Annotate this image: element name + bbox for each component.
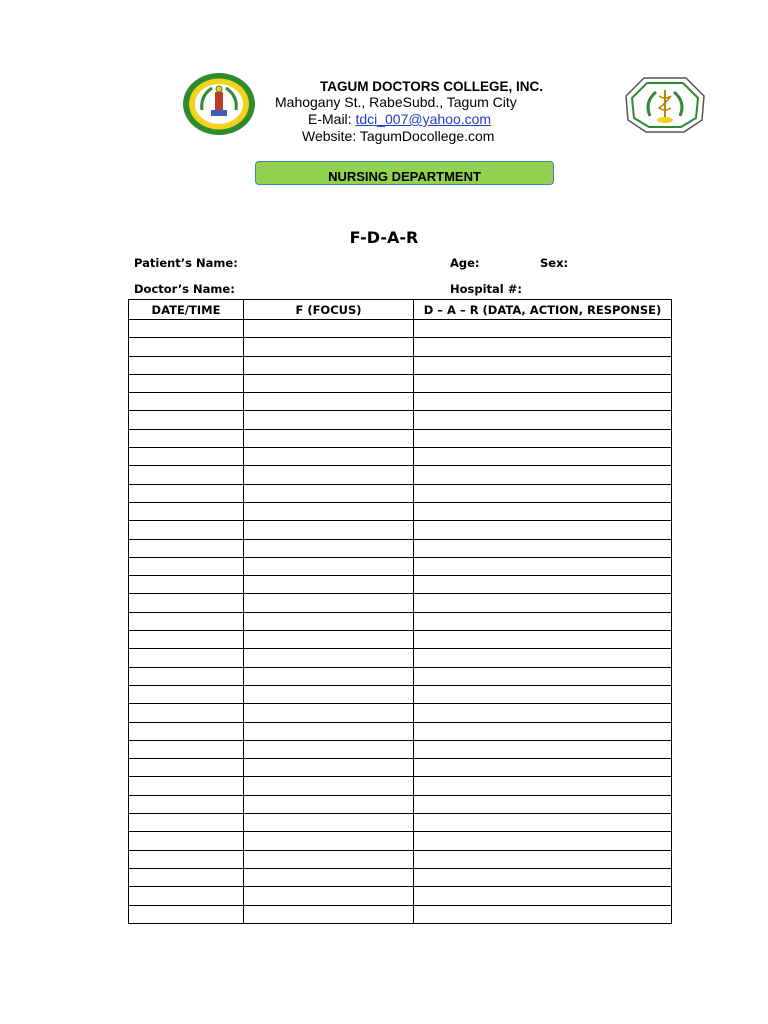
nursing-seal-logo [622,74,708,134]
date-time-cell[interactable] [129,868,244,886]
dar-cell[interactable] [414,759,672,777]
dar-cell[interactable] [414,429,672,447]
focus-cell[interactable] [244,594,414,612]
institution-name: TAGUM DOCTORS COLLEGE, INC. [320,79,544,94]
focus-cell[interactable] [244,685,414,703]
dar-cell[interactable] [414,667,672,685]
dar-cell[interactable] [414,905,672,923]
focus-cell[interactable] [244,356,414,374]
age-label: Age: [450,256,480,270]
form-title: F-D-A-R [349,228,419,247]
doctor-name-label: Doctor’s Name: [134,282,235,296]
dar-cell[interactable] [414,832,672,850]
institution-email [308,111,608,127]
fdar-table [128,299,672,924]
table-row [129,484,672,502]
date-time-cell[interactable] [129,448,244,466]
focus-cell[interactable] [244,338,414,356]
date-time-cell[interactable] [129,722,244,740]
focus-cell[interactable] [244,667,414,685]
dar-cell[interactable] [414,685,672,703]
table-row [129,539,672,557]
focus-cell[interactable] [244,832,414,850]
date-time-cell[interactable] [129,759,244,777]
table-row [129,411,672,429]
table-row [129,722,672,740]
table-row [129,429,672,447]
date-time-cell[interactable] [129,795,244,813]
focus-cell[interactable] [244,484,414,502]
focus-cell[interactable] [244,502,414,520]
table-row [129,814,672,832]
table-row [129,759,672,777]
focus-cell[interactable] [244,649,414,667]
dar-cell[interactable] [414,594,672,612]
table-header-row [129,300,672,320]
date-time-cell[interactable] [129,667,244,685]
dar-cell[interactable] [414,411,672,429]
focus-cell[interactable] [244,777,414,795]
focus-cell[interactable] [244,411,414,429]
date-time-cell[interactable] [129,649,244,667]
focus-cell[interactable] [244,740,414,758]
date-time-cell[interactable] [129,393,244,411]
email-label: E-Mail: [308,111,356,127]
focus-cell[interactable] [244,557,414,575]
table-row [129,612,672,630]
table-row [129,868,672,886]
dar-cell[interactable] [414,740,672,758]
date-time-cell[interactable] [129,740,244,758]
date-time-cell[interactable] [129,466,244,484]
table-row [129,338,672,356]
column-header-dar: D – A – R (DATA, ACTION, RESPONSE) [414,300,672,320]
patient-name-label: Patient’s Name: [134,256,238,270]
table-row [129,649,672,667]
table-row [129,850,672,868]
table-body [129,320,672,924]
date-time-cell[interactable] [129,557,244,575]
table-row [129,521,672,539]
table-row [129,631,672,649]
dar-cell[interactable] [414,850,672,868]
dar-cell[interactable] [414,868,672,886]
table-row [129,667,672,685]
table-row [129,704,672,722]
column-header-focus: F (FOCUS) [244,300,414,320]
focus-cell[interactable] [244,850,414,868]
focus-cell[interactable] [244,448,414,466]
dar-cell[interactable] [414,466,672,484]
date-time-cell[interactable] [129,612,244,630]
focus-cell[interactable] [244,631,414,649]
date-time-cell[interactable] [129,905,244,923]
focus-cell[interactable] [244,612,414,630]
dar-cell[interactable] [414,795,672,813]
table-row [129,887,672,905]
date-time-cell[interactable] [129,576,244,594]
table-row [129,576,672,594]
focus-cell[interactable] [244,521,414,539]
focus-cell[interactable] [244,795,414,813]
date-time-cell[interactable] [129,814,244,832]
focus-cell[interactable] [244,814,414,832]
date-time-cell[interactable] [129,777,244,795]
date-time-cell[interactable] [129,850,244,868]
date-time-cell[interactable] [129,539,244,557]
date-time-cell[interactable] [129,631,244,649]
focus-cell[interactable] [244,466,414,484]
email-link[interactable]: tdci_007@yahoo.com [355,111,492,127]
dar-cell[interactable] [414,887,672,905]
institution-website: Website: TagumDocollege.com [302,128,495,144]
date-time-cell[interactable] [129,320,244,338]
date-time-cell[interactable] [129,521,244,539]
table-row [129,740,672,758]
focus-cell[interactable] [244,868,414,886]
dar-cell[interactable] [414,393,672,411]
dar-cell[interactable] [414,722,672,740]
dar-cell[interactable] [414,612,672,630]
date-time-cell[interactable] [129,484,244,502]
date-time-cell[interactable] [129,887,244,905]
sex-label: Sex: [540,256,569,270]
dar-cell[interactable] [414,338,672,356]
hospital-number-label: Hospital #: [450,282,522,296]
table-row [129,557,672,575]
date-time-cell[interactable] [129,685,244,703]
date-time-cell[interactable] [129,832,244,850]
date-time-cell[interactable] [129,338,244,356]
dar-cell[interactable] [414,521,672,539]
focus-cell[interactable] [244,429,414,447]
table-row [129,777,672,795]
dar-cell[interactable] [414,649,672,667]
table-row [129,374,672,392]
date-time-cell[interactable] [129,502,244,520]
date-time-cell[interactable] [129,594,244,612]
table-row [129,594,672,612]
table-row [129,502,672,520]
dar-cell[interactable] [414,320,672,338]
focus-cell[interactable] [244,759,414,777]
dar-cell[interactable] [414,539,672,557]
table-row [129,466,672,484]
table-row [129,905,672,923]
dar-cell[interactable] [414,484,672,502]
focus-cell[interactable] [244,539,414,557]
department-banner: NURSING DEPARTMENT [255,161,554,185]
dar-cell[interactable] [414,557,672,575]
dar-cell[interactable] [414,356,672,374]
focus-cell[interactable] [244,704,414,722]
focus-cell[interactable] [244,576,414,594]
table-row [129,795,672,813]
college-seal-logo [182,72,256,136]
focus-cell[interactable] [244,722,414,740]
column-header-date-time: DATE/TIME [129,300,244,320]
focus-cell[interactable] [244,320,414,338]
dar-cell[interactable] [414,777,672,795]
table-row [129,393,672,411]
table-row [129,320,672,338]
focus-cell[interactable] [244,905,414,923]
focus-cell[interactable] [244,887,414,905]
date-time-cell[interactable] [129,356,244,374]
table-row [129,685,672,703]
table-row [129,356,672,374]
date-time-cell[interactable] [129,429,244,447]
dar-cell[interactable] [414,502,672,520]
institution-address: Mahogany St., RabeSubd., Tagum City [275,94,517,110]
table-row [129,832,672,850]
date-time-cell[interactable] [129,374,244,392]
table-row [129,448,672,466]
dar-cell[interactable] [414,704,672,722]
dar-cell[interactable] [414,631,672,649]
dar-cell[interactable] [414,448,672,466]
dar-cell[interactable] [414,576,672,594]
dar-cell[interactable] [414,374,672,392]
date-time-cell[interactable] [129,704,244,722]
focus-cell[interactable] [244,393,414,411]
date-time-cell[interactable] [129,411,244,429]
dar-cell[interactable] [414,814,672,832]
focus-cell[interactable] [244,374,414,392]
